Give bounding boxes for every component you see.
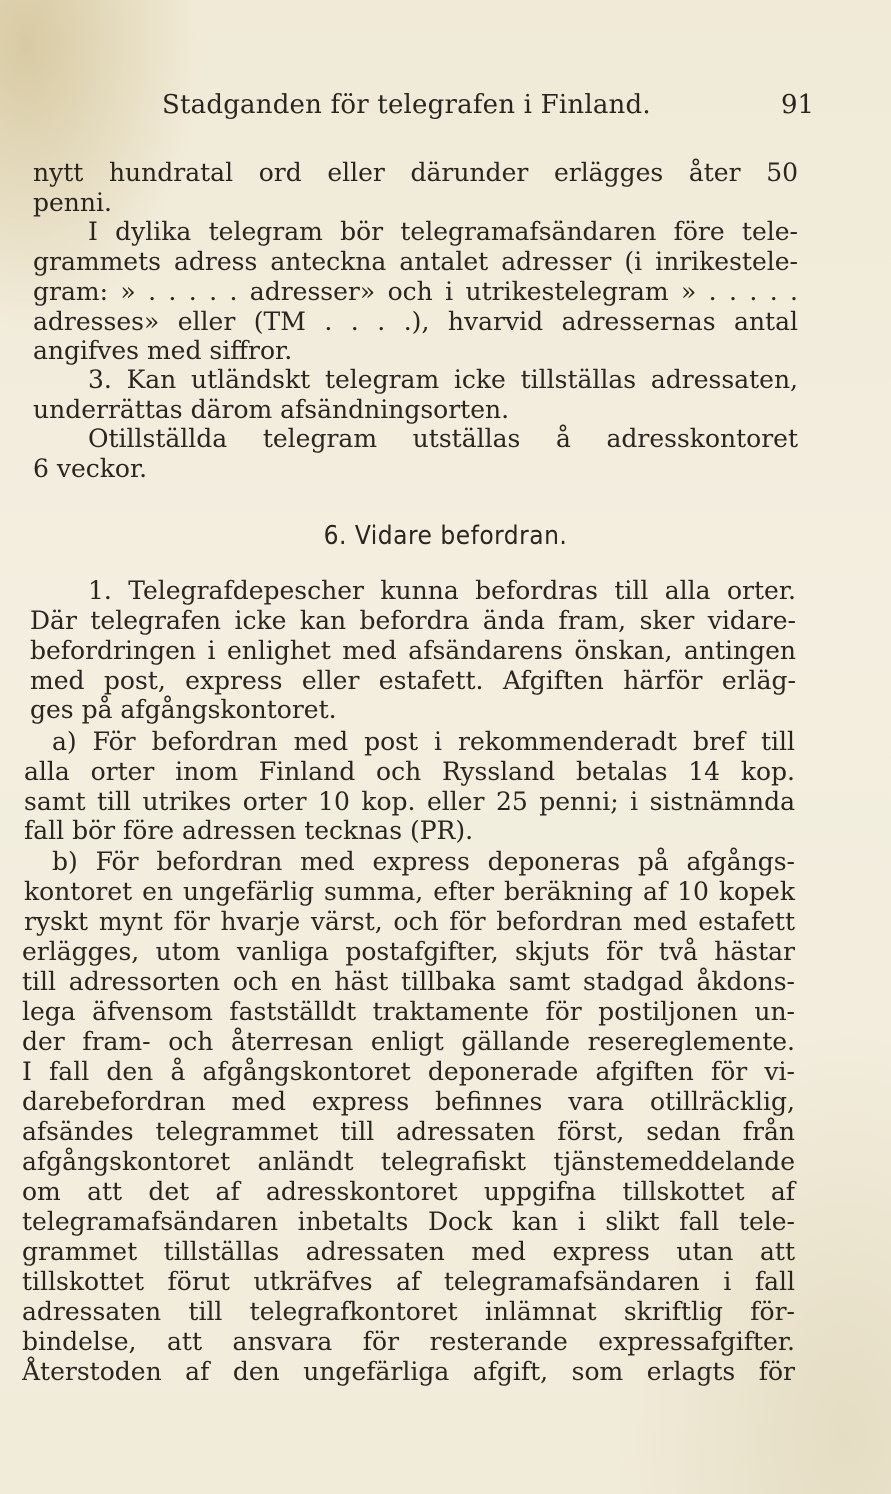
text-line: Där telegrafen icke kan befordra ända fram, sker vidare- [30, 606, 796, 635]
running-head: Stadganden för telegrafen i Finland. [162, 90, 651, 120]
text-line: penni. [33, 188, 112, 217]
text-line: till adressorten och en häst tillbaka samt stadgad åkdons- [22, 967, 795, 996]
text-line: angifves med siffror. [33, 336, 293, 365]
text-line: nytt hundratal ord eller därunder erlägges åter 50 [33, 158, 798, 187]
text-line: afsändes telegrammet till adressaten först, sedan från [22, 1117, 795, 1146]
text-line: telegramafsändaren inbetalts Dock kan i slikt fall tele- [22, 1207, 795, 1236]
text-line: grammets adress anteckna antalet adresser (i inrikestele- [33, 247, 798, 276]
text-line: b) För befordran med express deponeras på afgångs- [52, 847, 795, 876]
text-line: fall bör före adressen tecknas (PR). [24, 816, 474, 845]
text-line: adresses» eller (TM . . . .), hvarvid adressernas antal [33, 307, 798, 336]
page-header [0, 90, 891, 126]
text-line: erlägges, utom vanliga postafgifter, skjuts för två hästar [22, 937, 795, 966]
text-line: gram: » . . . . . adresser» och i utrikestelegram » . . . . . [33, 277, 798, 306]
text-line: der fram- och återresan enligt gällande resereglemente. [22, 1027, 795, 1056]
text-line: grammet tillställas adressaten med express utan att [22, 1237, 795, 1266]
text-line: bindelse, att ansvara för resterande expressafgifter. [22, 1327, 795, 1356]
text-line: om att det af adresskontoret uppgifna tillskottet af [22, 1177, 795, 1206]
text-line: befordringen i enlighet med afsändarens önskan, antingen [30, 636, 796, 665]
text-line: kontoret en ungefärlig summa, efter beräkning af 10 kopek [24, 877, 795, 906]
text-line: a) För befordran med post i rekommenderadt bref till [52, 727, 795, 756]
section-heading: 6. Vidare befordran. [323, 521, 568, 551]
text-line: I fall den å afgångskontoret deponerade afgiften för vi- [22, 1057, 795, 1086]
text-line: tillskottet förut utkräfves af telegramafsändaren i fall [22, 1267, 795, 1296]
text-line: afgångskontoret anländt telegrafiskt tjänstemeddelande [22, 1147, 795, 1176]
text-line: underrättas därom afsändningsorten. [33, 395, 510, 424]
text-line: darebefordran med express befinnes vara otillräcklig, [22, 1087, 795, 1116]
text-line: alla orter inom Finland och Ryssland betalas 14 kop. [24, 757, 795, 786]
text-line: ges på afgångskontoret. [30, 695, 337, 724]
text-line: Otillställda telegram utställas å adresskontoret [88, 424, 798, 453]
text-line: ryskt mynt för hvarje värst, och för befordran med estafett [24, 907, 795, 936]
text-line: med post, express eller estafett. Afgiften härför erläg- [30, 666, 796, 695]
text-line: adressaten till telegrafkontoret inlämnat skriftlig för- [22, 1297, 795, 1326]
text-line: 1. Telegrafdepescher kunna befordras till alla orter. [88, 576, 796, 605]
text-line: lega äfvensom fastställdt traktamente för postiljonen un- [22, 997, 795, 1026]
page-number: 91 [781, 90, 815, 120]
text-line: 6 veckor. [33, 454, 148, 483]
text-line: 3. Kan utländskt telegram icke tillställas adressaten, [88, 365, 798, 394]
text-line: I dylika telegram bör telegramafsändaren före tele- [88, 217, 798, 246]
text-line: samt till utrikes orter 10 kop. eller 25 penni; i sistnämnda [24, 787, 795, 816]
text-line: Återstoden af den ungefärliga afgift, som erlagts för [22, 1357, 795, 1386]
